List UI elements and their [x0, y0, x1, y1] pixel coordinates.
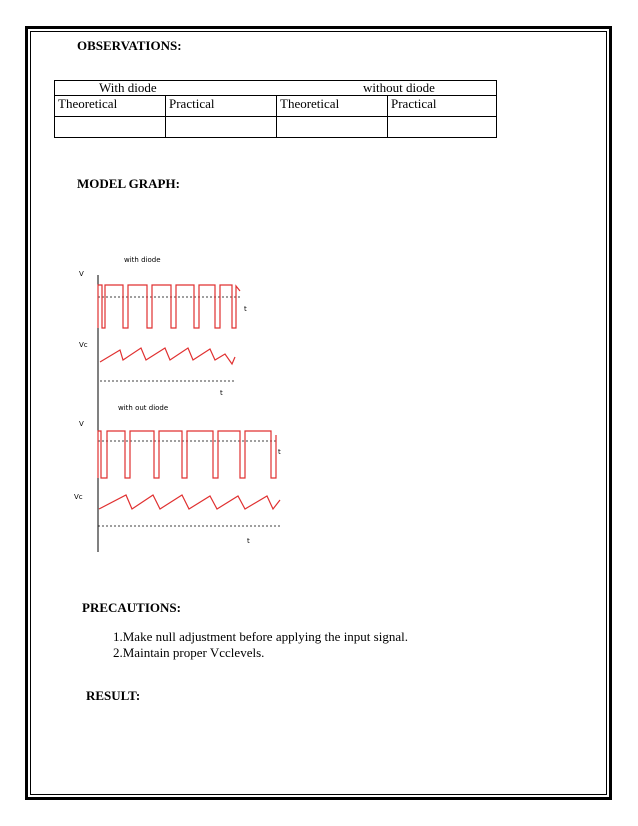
caption-without-diode: with out diode: [118, 404, 169, 412]
group-header-cell: [55, 81, 497, 96]
table-group-row: [55, 81, 497, 96]
vc-sawtooth-without-diode: [99, 495, 280, 509]
result-heading: RESULT:: [86, 688, 141, 703]
table-header-row: [55, 96, 497, 117]
label-t-without-1: t: [278, 448, 281, 456]
header-cell: Practical: [166, 96, 277, 117]
label-vc-without: Vc: [74, 493, 83, 501]
header-cell: Practical: [388, 96, 497, 117]
group-header-with-diode: With diode: [99, 80, 157, 95]
square-wave-without-diode: [98, 431, 276, 478]
model-graph-heading: MODEL GRAPH:: [77, 176, 180, 191]
table-cell: [388, 117, 497, 138]
square-wave-with-diode: [98, 285, 240, 328]
header-cell: Theoretical: [277, 96, 388, 117]
label-t-without-2: t: [247, 537, 250, 545]
precautions-heading: PRECAUTIONS:: [82, 600, 181, 615]
header-cell: Theoretical: [55, 96, 166, 117]
label-vc-with: Vc: [79, 341, 88, 349]
precautions-list: [113, 629, 408, 661]
label-v-with: V: [79, 270, 84, 278]
vc-sawtooth-with-diode: [100, 348, 235, 364]
observations-heading: OBSERVATIONS:: [77, 38, 182, 53]
list-item: 1.Make null adjustment before applying the input signal.: [113, 629, 408, 644]
group-header-without-diode: without diode: [363, 80, 435, 95]
table-cell: [166, 117, 277, 138]
model-graph-figure: [60, 250, 290, 555]
list-item: 2.Maintain proper Vcclevels.: [113, 645, 265, 660]
label-v-without: V: [79, 420, 84, 428]
label-t-with-2: t: [220, 389, 223, 397]
table-cell: [277, 117, 388, 138]
observations-table: [54, 80, 497, 138]
label-t-with-1: t: [244, 305, 247, 313]
table-row: [55, 117, 497, 138]
caption-with-diode: with diode: [124, 256, 161, 264]
table-cell: [55, 117, 166, 138]
